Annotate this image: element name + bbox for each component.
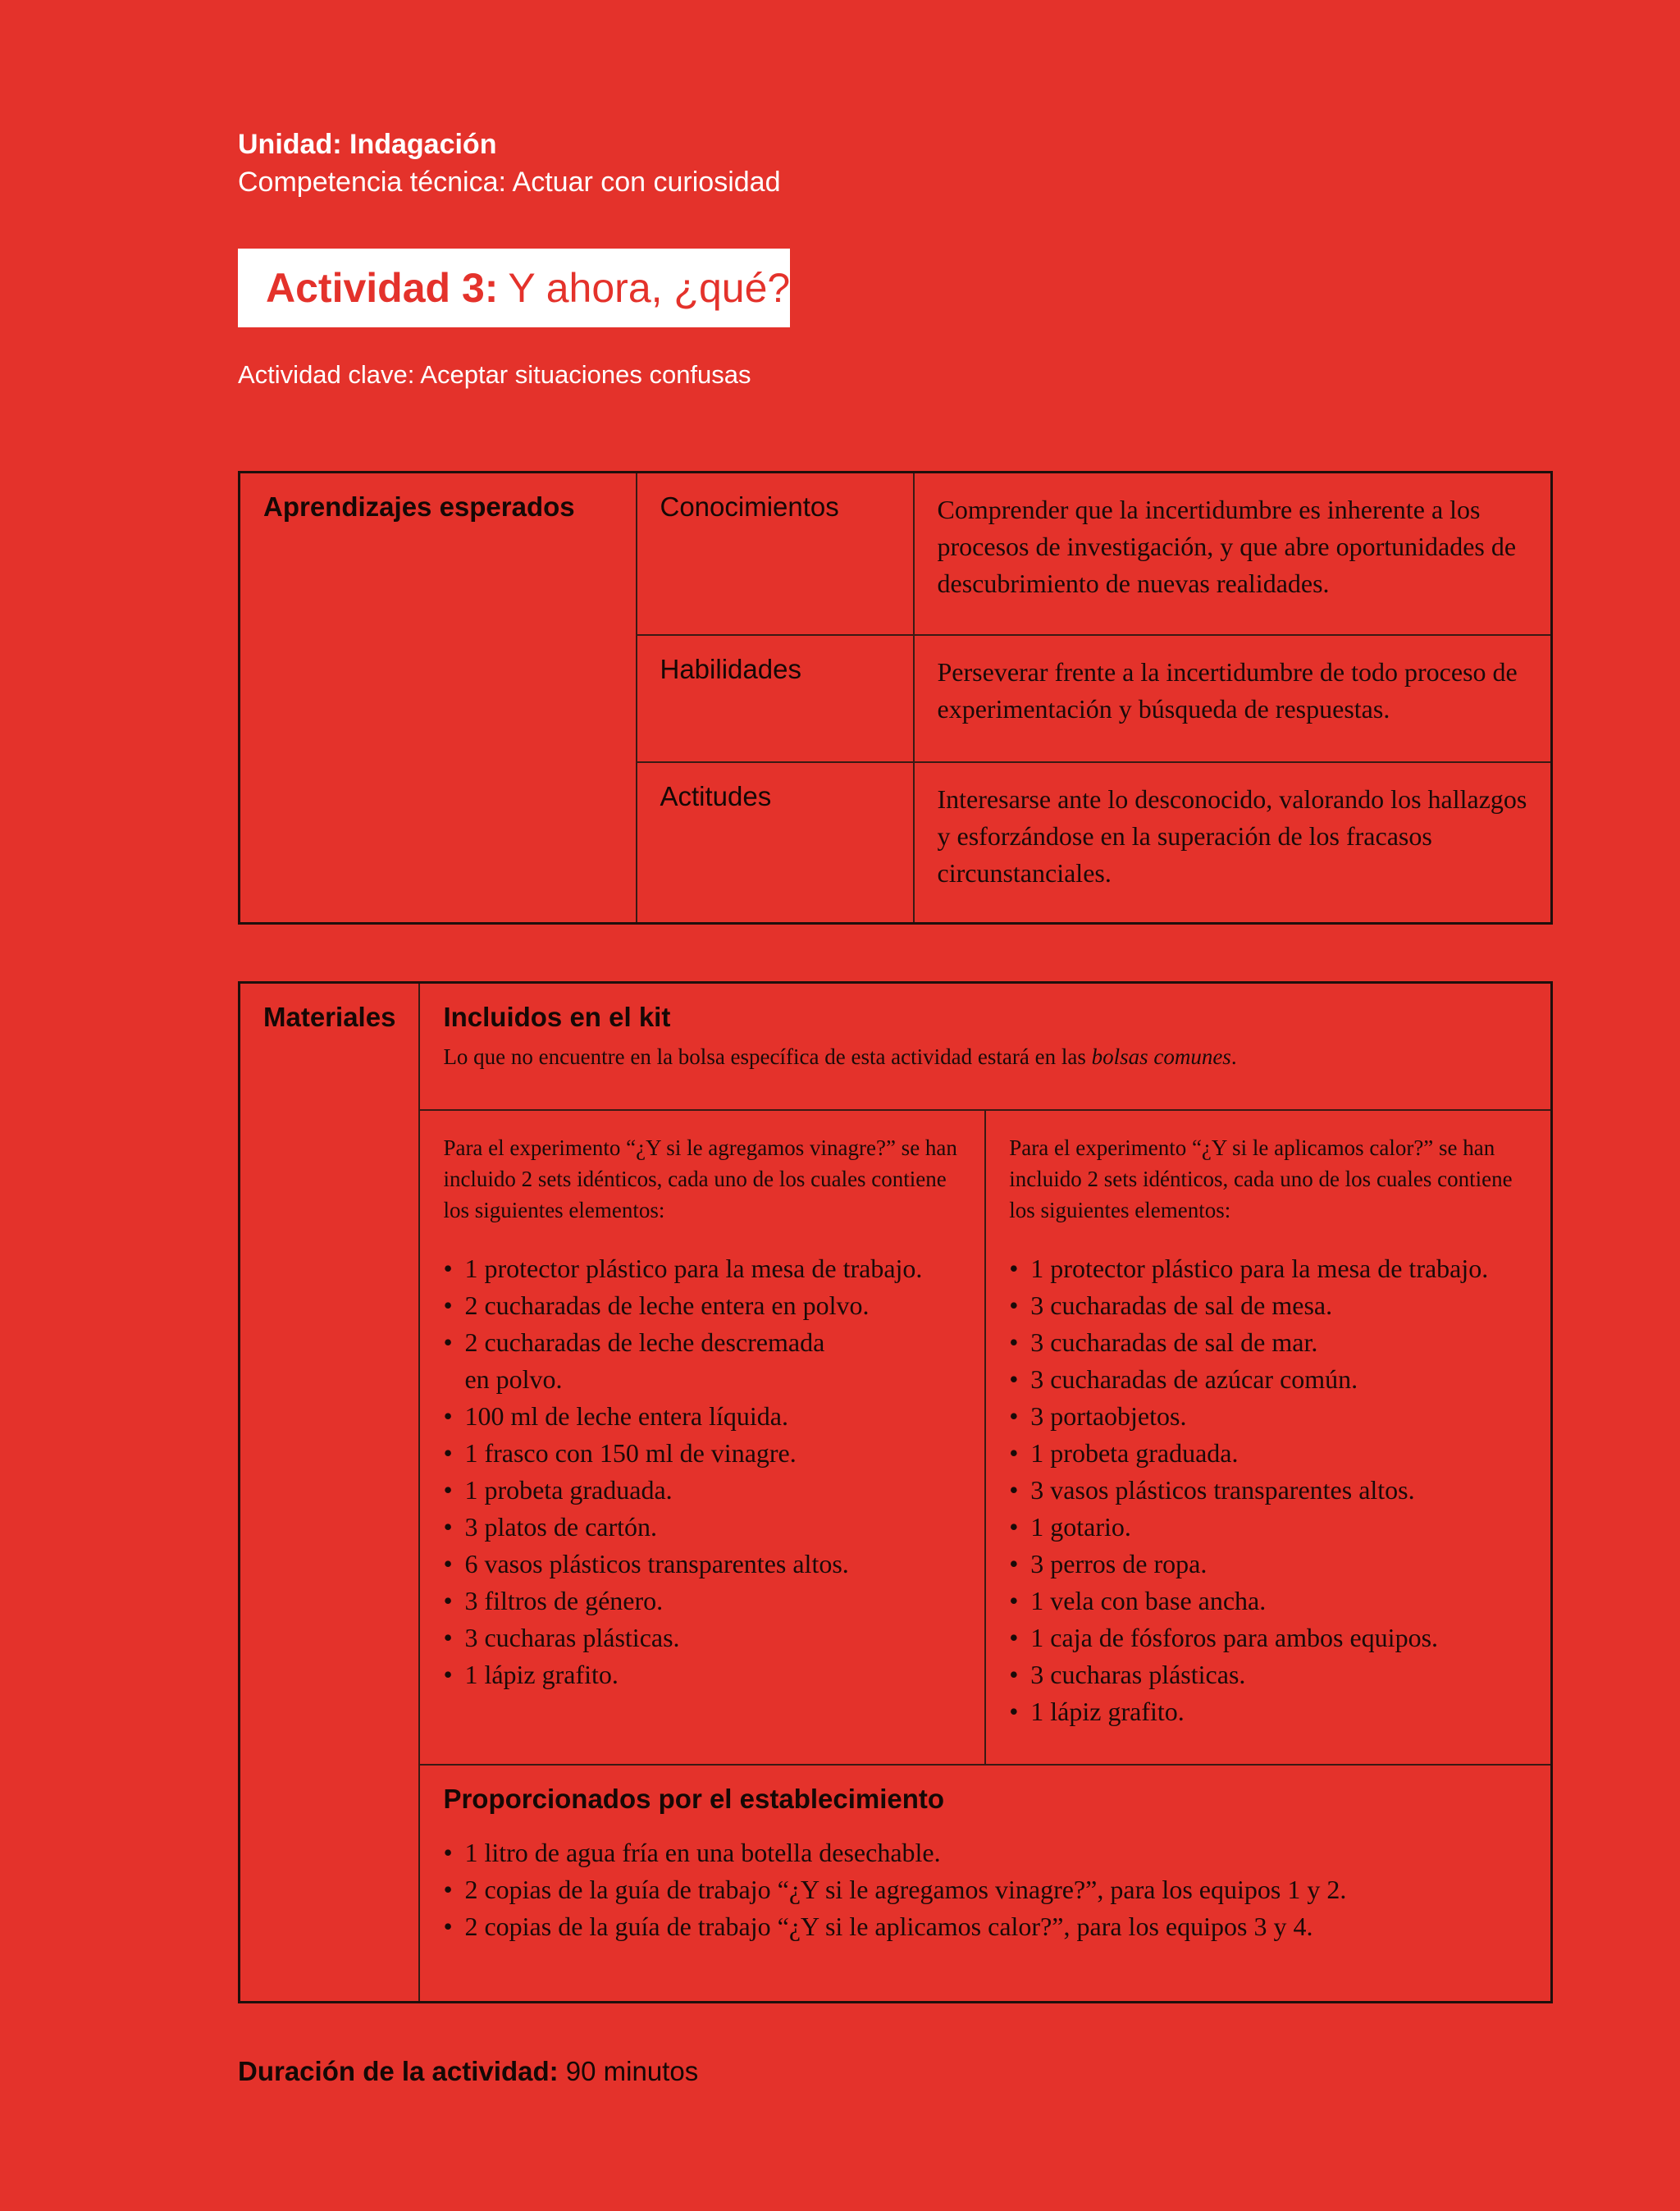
kit-note-end: .	[1230, 1044, 1237, 1069]
unit-value: Indagación	[349, 129, 497, 160]
kit-cell	[419, 983, 1551, 1110]
duration-line	[238, 2053, 698, 2090]
provided-cell	[419, 1765, 1551, 2003]
learning-text-cell	[914, 762, 1552, 924]
vinegar-kit-intro: Para el experimento “¿Y si le agregamos vinagre?” se han incluido 2 sets idénticos, cada uno de los cuales contiene los siguientes elementos:	[443, 1135, 957, 1222]
list-item: • 100 ml de leche entera líquida.	[443, 1398, 961, 1435]
list-item: • 2 cucharadas de leche descremada	[443, 1324, 961, 1361]
heat-kit-cell	[985, 1110, 1551, 1765]
materials-heading: Materiales	[263, 1002, 396, 1032]
learning-label-cell	[637, 762, 914, 924]
list-item-continuation: en polvo.	[464, 1364, 563, 1394]
list-item: • 3 perros de ropa.	[1009, 1546, 1527, 1583]
learning-label-attitudes: Actitudes	[660, 780, 772, 811]
kit-heading: Incluidos en el kit	[443, 1002, 671, 1032]
kit-note-text: Lo que no encuentre en la bolsa específica de esta actividad estará en las	[443, 1044, 1092, 1069]
learning-label-knowledge: Conocimientos	[660, 491, 839, 522]
list-item: • 3 cucharas plásticas.	[1009, 1656, 1527, 1693]
list-item: • 3 platos de cartón.	[443, 1509, 961, 1546]
duration-value: 90 minutos	[565, 2056, 699, 2086]
learning-text-knowledge: Comprender que la incertidumbre es inherente a los procesos de investigación, y que abre oportunidades de descubrimiento de nuevas realidades.	[937, 495, 1517, 598]
list-item: • 2 copias de la guía de trabajo “¿Y si le agregamos vinagre?”, para los equipos 1 y 2.	[443, 1871, 1527, 1908]
list-item: • 6 vasos plásticos transparentes altos.	[443, 1546, 961, 1583]
learning-label-skills: Habilidades	[660, 653, 801, 684]
list-item: • 3 vasos plásticos transparentes altos.	[1009, 1472, 1527, 1509]
list-item: • 1 vela con base ancha.	[1009, 1583, 1527, 1619]
list-item: • 3 cucharadas de sal de mar.	[1009, 1324, 1527, 1361]
materials-heading-cell	[240, 983, 420, 2003]
list-item: • 1 gotario.	[1009, 1509, 1527, 1546]
competence-value: Actuar con curiosidad	[512, 167, 781, 198]
learning-heading: Aprendizajes esperados	[263, 491, 575, 522]
learning-text-cell	[914, 635, 1552, 762]
competence-label: Competencia técnica:	[238, 167, 506, 198]
learning-label-cell	[637, 635, 914, 762]
activity-title: Y ahora, ¿qué?	[508, 265, 791, 311]
list-item: • 1 protector plástico para la mesa de trabajo.	[443, 1250, 961, 1287]
vinegar-kit-list	[443, 1250, 961, 1693]
competence-line	[238, 163, 780, 201]
list-item: • 1 protector plástico para la mesa de trabajo.	[1009, 1250, 1527, 1287]
learning-text-skills: Perseverar frente a la incertidumbre de todo proceso de experimentación y búsqueda de respuestas.	[937, 656, 1518, 724]
heat-kit-list	[1009, 1250, 1527, 1730]
learning-text-cell	[914, 473, 1552, 635]
key-activity-value: Aceptar situaciones confusas	[420, 360, 751, 389]
list-item: • 1 litro de agua fría en una botella desechable.	[443, 1834, 1527, 1871]
list-item: • 1 probeta graduada.	[443, 1472, 961, 1509]
list-item: • 3 cucharadas de sal de mesa.	[1009, 1287, 1527, 1324]
learning-label-cell	[637, 473, 914, 635]
list-item: • 1 probeta graduada.	[1009, 1435, 1527, 1472]
unit-line	[238, 126, 496, 163]
learning-text-attitudes: Interesarse ante lo desconocido, valorando los hallazgos y esforzándose en la superación de los fracasos circunstanciales.	[937, 783, 1527, 888]
list-item: • 3 cucharas plásticas.	[443, 1619, 961, 1656]
key-activity-line	[238, 356, 751, 394]
learning-heading-cell	[240, 473, 637, 924]
key-activity-label: Actividad clave:	[238, 360, 415, 389]
unit-label: Unidad:	[238, 129, 342, 160]
list-item: • 1 lápiz grafito.	[443, 1656, 961, 1693]
list-item: • 3 filtros de género.	[443, 1583, 961, 1619]
heat-kit-intro: Para el experimento “¿Y si le aplicamos calor?” se han incluido 2 sets idénticos, cada uno de los cuales contiene los siguientes elementos:	[1009, 1135, 1513, 1222]
list-item: • 2 cucharadas de leche entera en polvo.	[443, 1287, 961, 1324]
kit-note	[443, 1041, 1527, 1072]
provided-list	[443, 1834, 1527, 1945]
learning-table	[238, 471, 1553, 925]
activity-label: Actividad 3:	[266, 265, 499, 311]
list-item: • 2 copias de la guía de trabajo “¿Y si le aplicamos calor?”, para los equipos 3 y 4.	[443, 1908, 1527, 1945]
duration-label: Duración de la actividad:	[238, 2056, 559, 2086]
activity-title-box	[238, 249, 790, 327]
vinegar-kit-cell	[419, 1110, 985, 1765]
list-item: • 3 cucharadas de azúcar común.	[1009, 1361, 1527, 1398]
materials-table	[238, 981, 1553, 2003]
provided-heading: Proporcionados por el establecimiento	[443, 1783, 945, 1814]
list-item: • 1 frasco con 150 ml de vinagre.	[443, 1435, 961, 1472]
kit-note-italic: bolsas comunes	[1091, 1044, 1231, 1069]
list-item: • 3 portaobjetos.	[1009, 1398, 1527, 1435]
list-item: • 1 lápiz grafito.	[1009, 1693, 1527, 1730]
list-item: • 1 caja de fósforos para ambos equipos.	[1009, 1619, 1527, 1656]
